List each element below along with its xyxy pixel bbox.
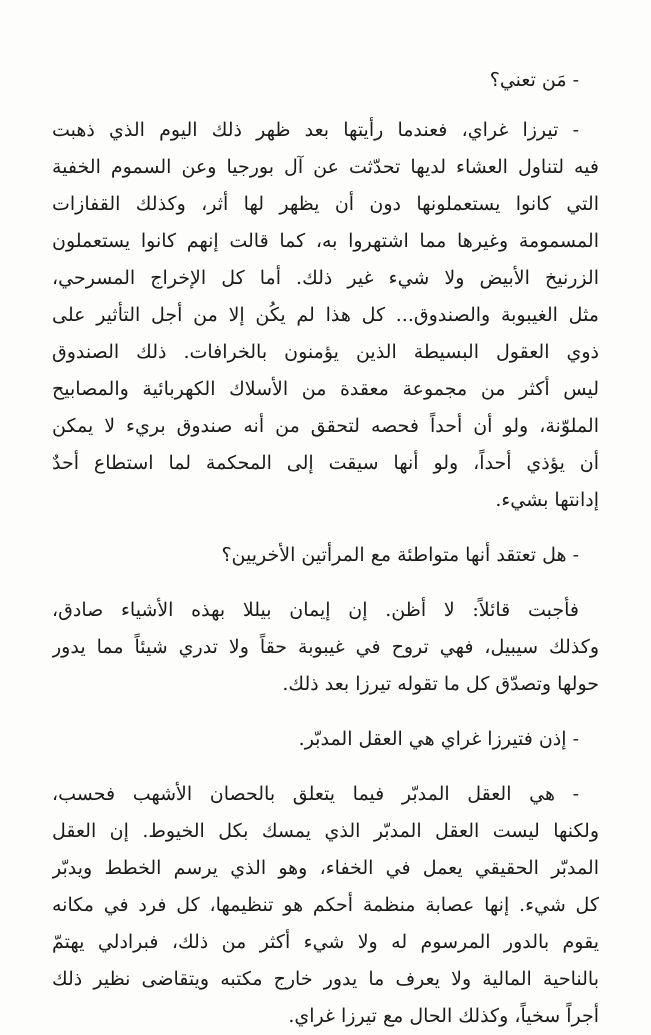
text-line: المدبّر الحقيقي يعمل في الخفاء، وهو الذي يرسم الخطط ويدبّر <box>52 857 599 879</box>
text-line: الملوّنة، ولو أن أحداً فحصه لتحقق من أنه صندوق بريء لا يمكن <box>52 415 599 437</box>
paragraph-5 <box>52 721 599 758</box>
paragraph-1 <box>52 62 599 99</box>
text-line: - تيرزا غراي، فعندما رأيتها بعد ظهر ذلك اليوم الذي ذهبت <box>52 119 579 141</box>
text-line: حولها وتصدّق كل ما تقوله تيرزا بعد ذلك. <box>282 673 599 695</box>
text-line: التي كانوا يستعملونها دون أن يظهر لها أثر، وكذلك القفازات <box>52 193 599 215</box>
text-line: فيه لتناول العشاء لديها تحدّثت عن آل بورجيا وعن السموم الخفية <box>52 156 599 178</box>
text-line: أن يؤذي أحداً، ولو أنها سيقت إلى المحكمة لما استطاع أحدٌ <box>52 452 599 474</box>
text-line: مثل الغيبوبة والصندوق... كل هذا لم يكُن إلا من أجل التأثير على <box>52 304 599 326</box>
text-line: بالناحية المالية ولا يعرف ما يدور خارج مكتبه ويتقاضى نظير ذلك <box>52 968 599 990</box>
paragraph-4 <box>52 592 599 703</box>
text-line: - هي العقل المدبّر فيما يتعلق بالحصان الأشهب فحسب، <box>52 783 579 805</box>
text-line: أجراً سخياً، وكذلك الحال مع تيرزا غراي. <box>288 1005 599 1027</box>
paragraph-3 <box>52 537 599 574</box>
text-line: إدانتها بشيء. <box>495 489 599 511</box>
text-line: المسمومة وغيرها مما اشتهروا به، كما قالت إنهم كانوا يستعملون <box>52 230 599 252</box>
paragraph-2 <box>52 112 599 519</box>
text-line: - إذن فتيرزا غراي هي العقل المدبّر. <box>298 728 579 750</box>
text-line: فأجبت قائلاً: لا أظن. إن إيمان بيللا بهذه الأشياء صادق، <box>52 599 579 621</box>
text-line: ليس أكثر من مجموعة معقدة من الأسلاك الكهربائية والمصابيح <box>52 378 599 400</box>
text-line: كل شيء. إنها عصابة منظمة أحكم هو تنظيمها، كل فرد في مكانه <box>52 894 599 916</box>
text-line: الزرنيخ الأبيض ولا شيء غير ذلك. أما كل الإخراج المسرحي، <box>52 267 599 289</box>
text-line: - مَن تعني؟ <box>489 69 579 91</box>
text-line: وكذلك سيبيل، فهي تروح في غيبوبة حقاً ولا تدري شيئاً مما يدور <box>52 636 599 658</box>
paragraph-6 <box>52 776 599 1035</box>
text-line: يقوم بالدور المرسوم له ولا شيء أكثر من ذلك، فبرادلي يهتمّ <box>52 931 599 953</box>
text-line: ولكنها ليست العقل المدبّر الذي يمسك بكل الخيوط. إن العقل <box>52 820 599 842</box>
text-line: - هل تعتقد أنها متواطئة مع المرأتين الأخريين؟ <box>221 544 579 566</box>
text-line: ذوي العقول البسيطة الذين يؤمنون بالخرافات. ذلك الصندوق <box>52 341 599 363</box>
